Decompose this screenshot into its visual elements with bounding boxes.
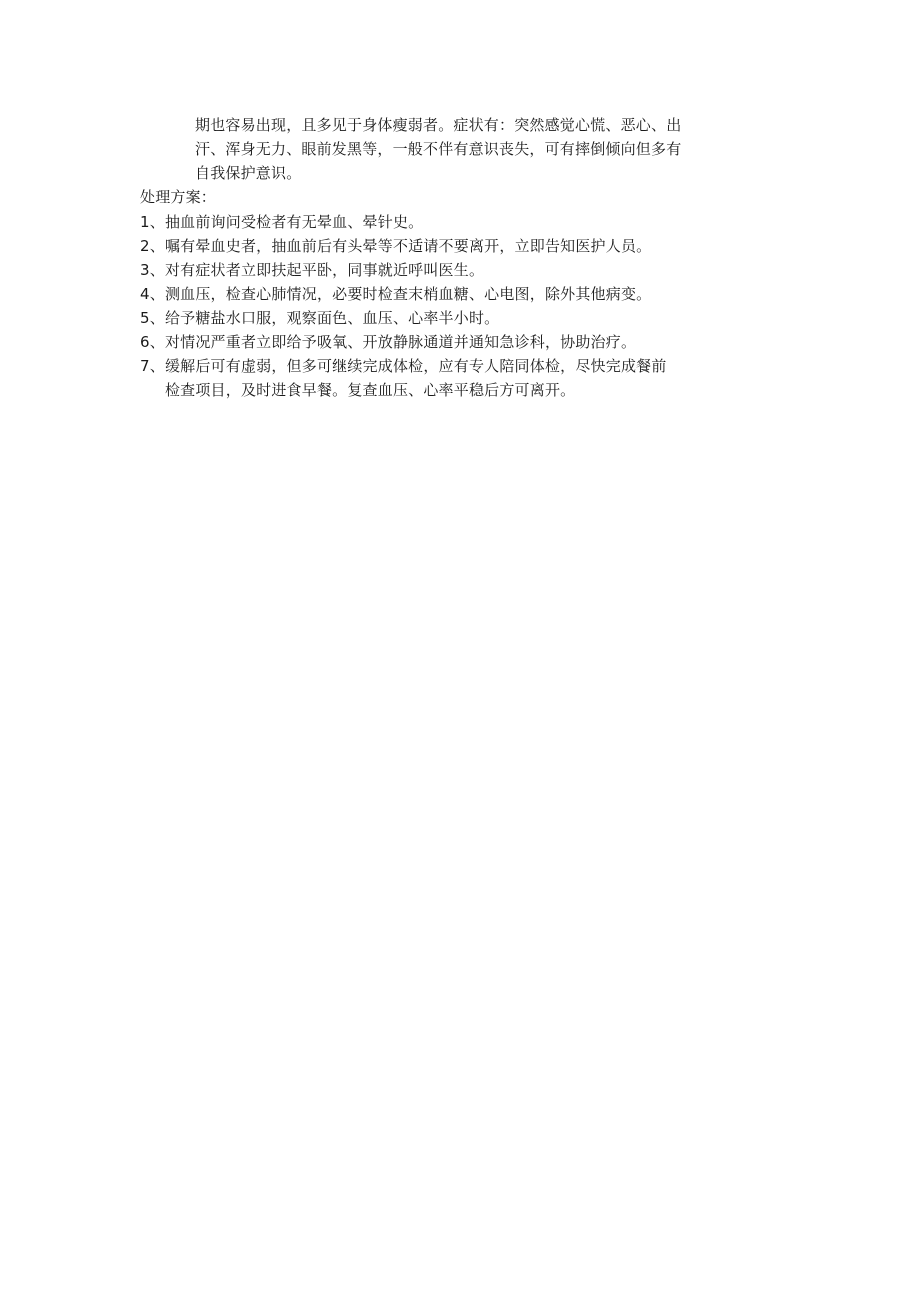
section-heading: 处理方案： xyxy=(140,188,217,206)
procedure-list xyxy=(140,210,760,402)
step-number: 4、 xyxy=(140,285,165,303)
step-text xyxy=(165,282,760,306)
procedure-step-2 xyxy=(140,234,760,258)
step-text-line: 对有症状者立即扶起平卧，同事就近呼叫医生。 xyxy=(164,261,485,279)
step-number: 7、 xyxy=(140,357,165,375)
step-text xyxy=(165,258,760,282)
intro-line: 期也容易出现，且多见于身体瘦弱者。症状有：突然感觉心慌、恶心、出 xyxy=(195,116,682,134)
step-text xyxy=(165,306,760,330)
procedure-step-5 xyxy=(140,306,760,330)
step-number: 2、 xyxy=(140,237,165,255)
step-number: 6、 xyxy=(140,333,165,351)
procedure-step-6 xyxy=(140,330,760,354)
procedure-step-4 xyxy=(140,282,760,306)
procedure-step-7 xyxy=(140,354,760,402)
step-text-line: 缓解后可有虚弱，但多可继续完成体检，应有专人陪同体检，尽快完成餐前 xyxy=(164,357,667,375)
step-text-line: 对情况严重者立即给予吸氧、开放静脉通道并通知急诊科，协助治疗。 xyxy=(164,333,637,351)
step-text xyxy=(165,234,760,258)
step-text xyxy=(165,210,760,234)
procedure-step-1 xyxy=(140,210,760,234)
intro-line: 汗、浑身无力、眼前发黑等，一般不伴有意识丧失，可有摔倒倾向但多有 xyxy=(195,140,682,158)
step-text xyxy=(165,330,760,354)
step-number: 3、 xyxy=(140,261,165,279)
procedure-step-3 xyxy=(140,258,760,282)
step-text-line: 嘱有晕血史者，抽血前后有头晕等不适请不要离开，立即告知医护人员。 xyxy=(164,237,652,255)
step-text xyxy=(165,354,760,402)
step-text-line: 给予糖盐水口服，观察面色、血压、心率半小时。 xyxy=(164,309,500,327)
step-number: 5、 xyxy=(140,309,165,327)
step-number: 1、 xyxy=(140,213,165,231)
step-text-line: 测血压，检查心肺情况，必要时检查末梢血糖、心电图，除外其他病变。 xyxy=(164,285,652,303)
intro-line: 自我保护意识。 xyxy=(195,164,302,182)
step-text-line: 抽血前询问受检者有无晕血、晕针史。 xyxy=(164,213,424,231)
step-text-line: 检查项目，及时进食早餐。复查血压、心率平稳后方可离开。 xyxy=(164,381,576,399)
intro-paragraph xyxy=(195,113,755,185)
